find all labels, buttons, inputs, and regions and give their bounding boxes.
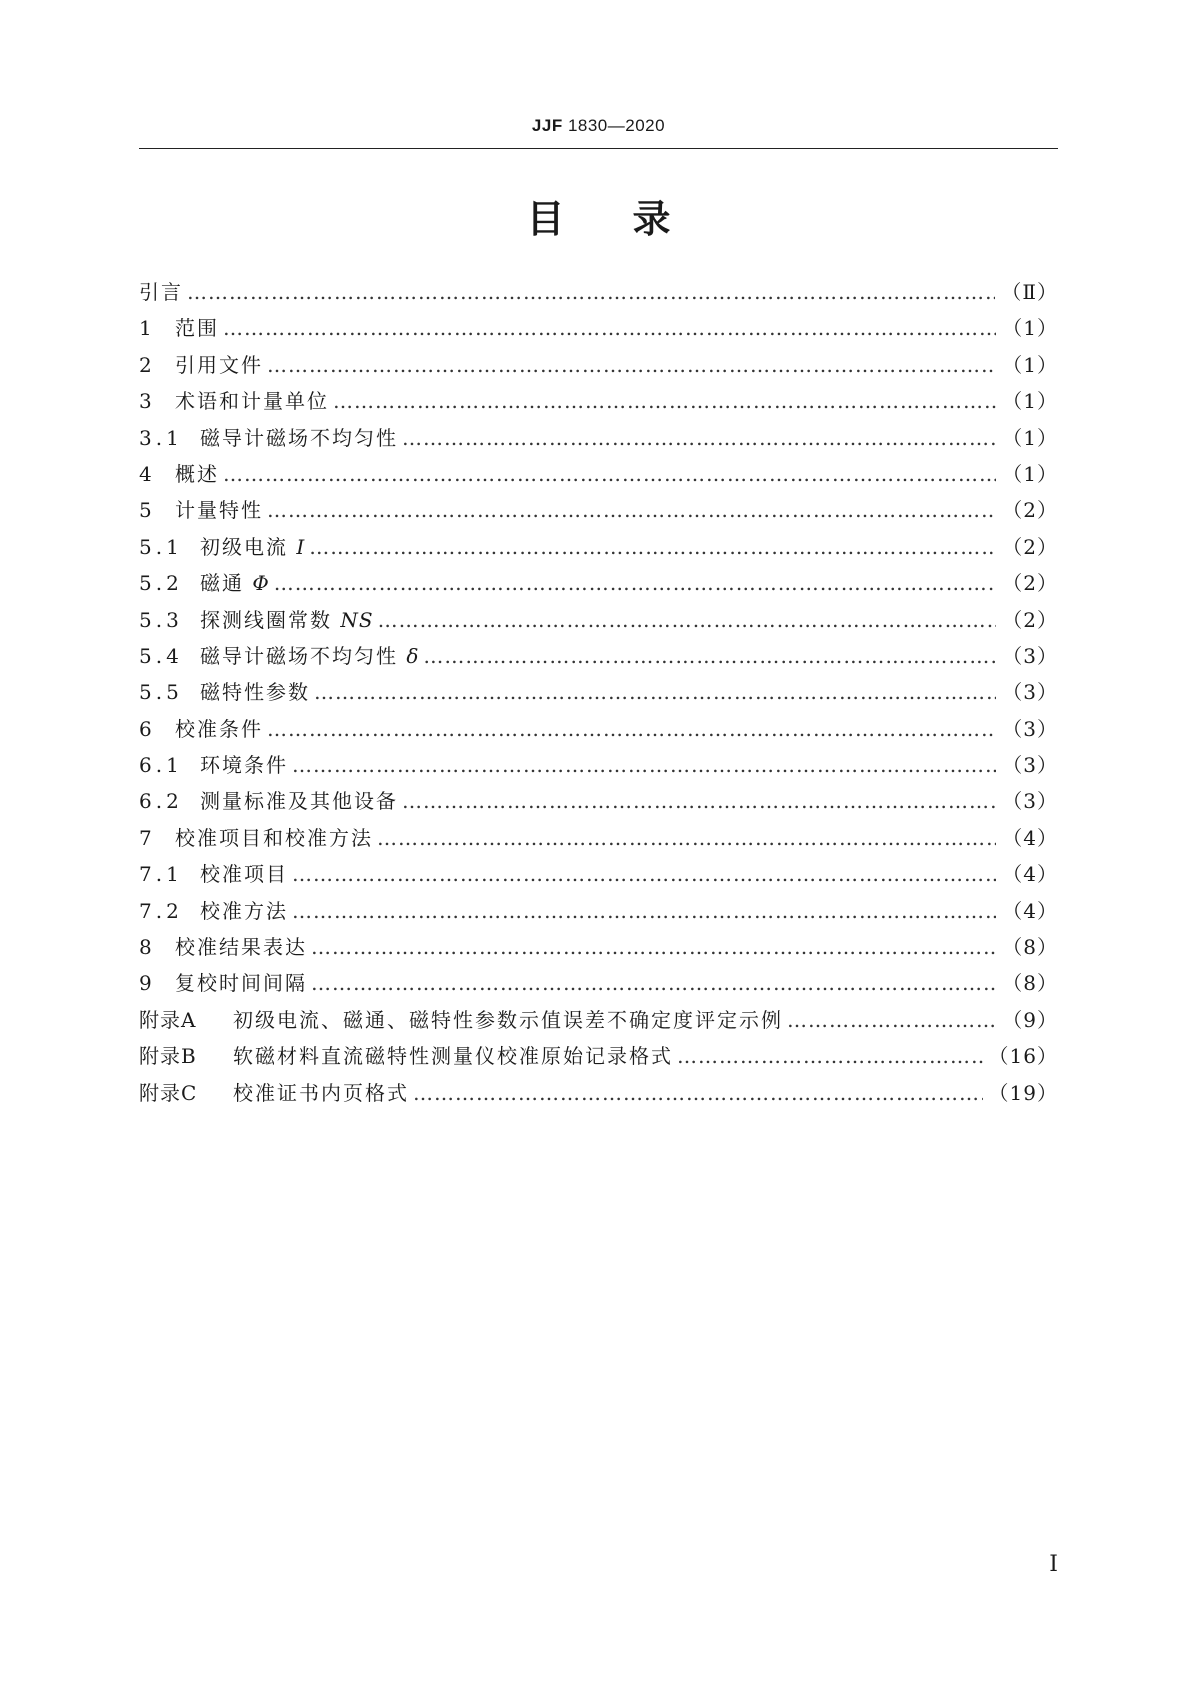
- toc-entry-label-text: 磁导计磁场不均匀性: [200, 425, 398, 450]
- toc-entry-page: （2）: [1002, 534, 1058, 559]
- toc-dot-leader: [677, 1044, 983, 1068]
- toc-entry-label: [200, 422, 398, 451]
- toc-entry-number: 4: [139, 461, 155, 486]
- toc-entry-number: 6.2: [139, 789, 183, 814]
- toc-dot-leader: [292, 862, 996, 886]
- toc-entry-label-text: 测量标准及其他设备: [200, 789, 398, 814]
- toc-entry[interactable]: [139, 349, 1058, 385]
- toc-dot-leader: [413, 1081, 983, 1105]
- toc-dot-leader: [311, 935, 996, 959]
- toc-dot-leader: [311, 971, 996, 995]
- toc-entry[interactable]: [139, 858, 1058, 894]
- table-of-contents: [139, 276, 1058, 1113]
- toc-entry[interactable]: [139, 604, 1058, 640]
- toc-entry-number: 附录B: [139, 1044, 197, 1069]
- toc-dot-leader: [309, 535, 996, 559]
- toc-entry-label: [175, 494, 263, 523]
- toc-dot-leader: [274, 571, 997, 595]
- toc-entry-number: 6.1: [139, 753, 183, 778]
- toc-entry-page: （19）: [988, 1080, 1058, 1105]
- toc-entry-number: 5.1: [139, 534, 183, 559]
- toc-entry[interactable]: [139, 676, 1058, 712]
- toc-entry-number: 附录A: [139, 1007, 197, 1032]
- toc-entry-number: 7.1: [139, 862, 183, 887]
- toc-entry-label-text: 校准项目: [200, 862, 288, 887]
- toc-entry-number: 5.2: [139, 571, 183, 596]
- toc-entry-label: [175, 931, 307, 960]
- toc-dot-leader: [223, 462, 996, 486]
- toc-entry-label: [200, 895, 288, 924]
- toc-dot-leader: [223, 316, 996, 340]
- toc-entry-label-text: 磁导计磁场不均匀性: [200, 643, 407, 668]
- toc-dot-leader: [267, 717, 996, 741]
- toc-entry-page: （1）: [1002, 352, 1058, 377]
- toc-entry[interactable]: [139, 567, 1058, 603]
- toc-dot-leader: [314, 680, 996, 704]
- toc-entry[interactable]: [139, 822, 1058, 858]
- toc-entry-page: （8）: [1002, 971, 1058, 996]
- toc-entry-page: （3）: [1002, 789, 1058, 814]
- toc-dot-leader: [423, 644, 996, 668]
- toc-entry[interactable]: [139, 895, 1058, 931]
- toc-entry-label-text: 校准方法: [200, 898, 288, 923]
- toc-entry[interactable]: [139, 1004, 1058, 1040]
- toc-entry-label-text: 校准条件: [175, 716, 263, 741]
- toc-entry-number: 5: [139, 498, 155, 523]
- toc-entry-label-text: 磁特性参数: [200, 680, 310, 705]
- toc-entry-number: 1: [139, 316, 155, 341]
- toc-entry[interactable]: [139, 385, 1058, 421]
- toc-dot-leader: [292, 753, 996, 777]
- toc-entry-page: （3）: [1002, 643, 1058, 668]
- toc-entry-page: （Ⅱ）: [1001, 280, 1058, 304]
- toc-entry-label: [200, 531, 305, 560]
- toc-entry-label-text: 复校时间间隔: [175, 971, 307, 996]
- toc-entry-page: （3）: [1002, 753, 1058, 778]
- toc-entry-symbol: NS: [340, 607, 374, 632]
- toc-entry-label-text: 初级电流: [200, 534, 297, 559]
- toc-entry-label-text: 探测线圈常数: [200, 607, 341, 632]
- toc-entry[interactable]: [139, 1040, 1058, 1076]
- toc-entry-label: [233, 1004, 783, 1033]
- toc-entry[interactable]: [139, 494, 1058, 530]
- toc-entry-label: [200, 749, 288, 778]
- toc-entry-number: 5.3: [139, 607, 183, 632]
- toc-entry[interactable]: [139, 422, 1058, 458]
- toc-entry-page: （2）: [1002, 607, 1058, 632]
- toc-dot-leader: [402, 426, 996, 450]
- toc-dot-leader: [292, 899, 996, 923]
- toc-entry-number: 3: [139, 389, 155, 414]
- toc-entry-label: [200, 785, 398, 814]
- toc-entry[interactable]: [139, 749, 1058, 785]
- toc-entry-page: （4）: [1002, 862, 1058, 887]
- toc-entry-label-text: 校准项目和校准方法: [175, 825, 373, 850]
- toc-entry-page: （1）: [1002, 461, 1058, 486]
- toc-entry[interactable]: [139, 931, 1058, 967]
- toc-entry-label: [175, 822, 373, 851]
- toc-entry-label-text: 范围: [175, 316, 219, 341]
- toc-dot-leader: [377, 826, 996, 850]
- toc-entry-label-text: 引言: [139, 280, 183, 304]
- toc-entry[interactable]: [139, 640, 1058, 676]
- toc-entry-symbol: δ: [406, 643, 420, 668]
- toc-entry-label: [200, 676, 310, 705]
- toc-entry-label: [233, 1040, 673, 1069]
- toc-dot-leader: [402, 789, 996, 813]
- toc-entry-label: [175, 385, 329, 414]
- standard-code-prefix: JJF: [531, 116, 563, 135]
- toc-entry-label-text: 术语和计量单位: [175, 389, 329, 414]
- toc-entry-number: 3.1: [139, 425, 183, 450]
- toc-entry-page: （8）: [1002, 935, 1058, 960]
- toc-entry-number: 6: [139, 716, 155, 741]
- toc-entry-page: （4）: [1002, 898, 1058, 923]
- toc-entry-number: 2: [139, 352, 155, 377]
- toc-entry-label-text: 初级电流、磁通、磁特性参数示值误差不确定度评定示例: [233, 1007, 783, 1032]
- toc-entry[interactable]: [139, 531, 1058, 567]
- toc-entry-label-text: 磁通: [200, 571, 253, 596]
- toc-entry-symbol: I: [296, 534, 306, 559]
- toc-entry-label: [233, 1077, 409, 1106]
- toc-entry[interactable]: [139, 713, 1058, 749]
- toc-entry-label-text: 概述: [175, 461, 219, 486]
- toc-dot-leader: [787, 1008, 996, 1032]
- toc-entry-label: [200, 640, 419, 669]
- toc-entry-label: [175, 967, 307, 996]
- toc-entry-number: 7.2: [139, 898, 183, 923]
- toc-dot-leader: [267, 498, 996, 522]
- toc-entry[interactable]: [139, 967, 1058, 1003]
- toc-entry[interactable]: [139, 312, 1058, 348]
- toc-entry-label-text: 软磁材料直流磁特性测量仪校准原始记录格式: [233, 1044, 673, 1069]
- toc-entry-page: （3）: [1002, 716, 1058, 741]
- toc-entry[interactable]: [139, 276, 1058, 312]
- toc-entry-label: [175, 713, 263, 742]
- toc-entry-label-text: 校准结果表达: [175, 935, 307, 960]
- toc-entry-number: 7: [139, 825, 155, 850]
- toc-dot-leader: [378, 608, 997, 632]
- page-number: Ⅰ: [1049, 1552, 1058, 1577]
- toc-entry-label: [175, 458, 219, 487]
- toc-dot-leader: [187, 280, 995, 304]
- toc-entry-label-text: 计量特性: [175, 498, 263, 523]
- toc-entry-number: 附录C: [139, 1080, 198, 1105]
- toc-entry-label: [200, 858, 288, 887]
- header-rule: [139, 148, 1058, 149]
- toc-entry-symbol: Φ: [252, 571, 270, 596]
- toc-entry-page: （4）: [1002, 825, 1058, 850]
- toc-entry[interactable]: [139, 458, 1058, 494]
- standard-code-number: 1830—2020: [567, 116, 666, 135]
- toc-entry-page: （1）: [1002, 389, 1058, 414]
- toc-entry-label-text: 环境条件: [200, 753, 288, 778]
- toc-entry-page: （1）: [1002, 316, 1058, 341]
- toc-entry-label-text: 引用文件: [175, 352, 263, 377]
- toc-entry-page: （2）: [1002, 571, 1058, 596]
- toc-entry-label: [200, 604, 374, 633]
- running-header: [139, 116, 1058, 136]
- toc-entry-label-text: 校准证书内页格式: [233, 1080, 409, 1105]
- toc-entry-number: 5.5: [139, 680, 183, 705]
- toc-entry-label: [139, 276, 183, 305]
- toc-dot-leader: [333, 389, 996, 413]
- toc-entry-label: [175, 312, 219, 341]
- toc-entry-page: （3）: [1002, 680, 1058, 705]
- toc-entry-label: [175, 349, 263, 378]
- toc-entry-page: （2）: [1002, 498, 1058, 523]
- toc-entry-page: （1）: [1002, 425, 1058, 450]
- toc-entry-number: 8: [139, 935, 155, 960]
- page-title: 目录: [526, 197, 739, 241]
- toc-entry-number: 5.4: [139, 643, 183, 668]
- toc-entry-number: 9: [139, 971, 155, 996]
- toc-dot-leader: [267, 353, 996, 377]
- toc-entry-page: （9）: [1002, 1007, 1058, 1032]
- toc-entry-label: [200, 567, 270, 596]
- toc-entry[interactable]: [139, 1077, 1058, 1113]
- toc-entry-page: （16）: [988, 1044, 1058, 1069]
- toc-entry[interactable]: [139, 785, 1058, 821]
